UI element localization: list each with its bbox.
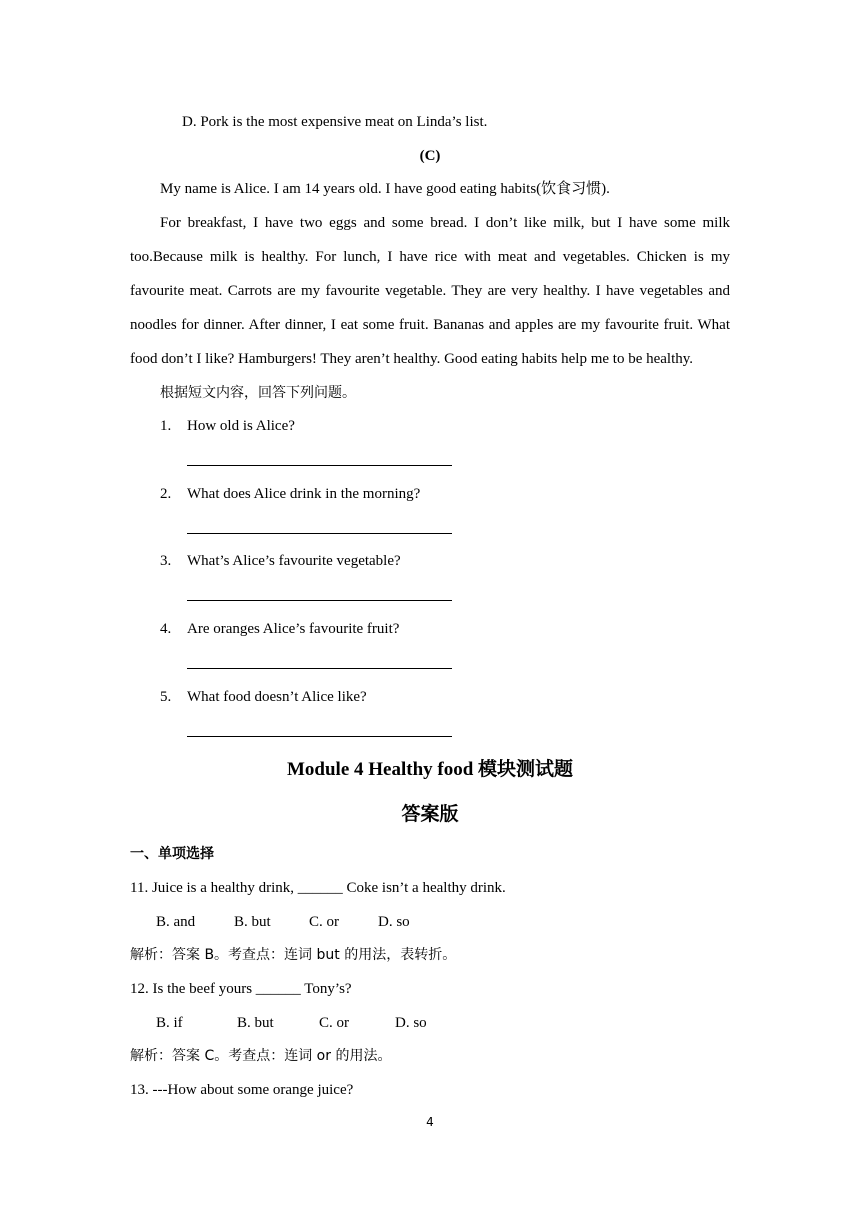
question-text: What does Alice drink in the morning? (187, 486, 421, 502)
question-number: 2. (160, 486, 172, 502)
question-stem: 11. Juice is a healthy drink, ______ Coke isn’t a healthy drink. (130, 880, 506, 896)
module-title: Module 4 Healthy food 模块测试题 (286, 759, 574, 780)
answer-blank[interactable] (187, 465, 452, 466)
option-c: C. or (309, 914, 339, 930)
answer-blank[interactable] (187, 533, 452, 534)
question-number: 5. (160, 689, 172, 705)
question-text: How old is Alice? (187, 418, 295, 434)
question-stem: 12. Is the beef yours ______ Tony’s? (130, 981, 352, 997)
option-d-line: D. Pork is the most expensive meat on Linda’s list. (182, 114, 488, 130)
section-c-label: (C) (419, 148, 441, 164)
option-d: D. so (395, 1015, 427, 1031)
question-stem: 13. ---How about some orange juice? (130, 1082, 354, 1098)
answer-blank[interactable] (187, 600, 452, 601)
question-number: 1. (160, 418, 172, 434)
passage-line: favourite meat. Carrots are my favourite vegetable. They are very healthy. I have vegetables and (130, 283, 730, 299)
passage-intro: My name is Alice. I am 14 years old. I have good eating habits(饮食习惯). (160, 181, 610, 197)
option-b: B. but (234, 914, 271, 930)
passage-line: noodles for dinner. After dinner, I eat some fruit. Bananas and apples are my favourite fruit. What (130, 317, 730, 333)
passage-line: too.Because milk is healthy. For lunch, I have rice with meat and vegetables. Chicken is my (130, 249, 730, 265)
question-text: What food doesn’t Alice like? (187, 689, 367, 705)
section-heading: 一、单项选择 (130, 846, 214, 862)
option-a: B. and (156, 914, 196, 930)
instruction-text: 根据短文内容，回答下列问题。 (160, 385, 356, 401)
question-number: 4. (160, 621, 172, 637)
answer-analysis: 解析：答案 B。考查点：连词 but 的用法，表转折。 (130, 947, 457, 963)
passage-line: For breakfast, I have two eggs and some bread. I don’t like milk, but I have some milk (160, 215, 730, 231)
page-number: 4 (426, 1115, 434, 1129)
question-text: Are oranges Alice’s favourite fruit? (187, 621, 400, 637)
answer-title: 答案版 (401, 803, 459, 825)
option-b: B. but (237, 1015, 274, 1031)
option-a: B. if (156, 1015, 183, 1031)
answer-blank[interactable] (187, 668, 452, 669)
passage-line: food don’t I like? Hamburgers! They aren’t healthy. Good eating habits help me to be healthy. (130, 351, 694, 367)
option-d: D. so (378, 914, 410, 930)
question-number: 3. (160, 553, 172, 569)
answer-blank[interactable] (187, 736, 452, 737)
answer-analysis: 解析：答案 C。考查点：连词 or 的用法。 (130, 1048, 392, 1064)
option-c: C. or (319, 1015, 349, 1031)
question-text: What’s Alice’s favourite vegetable? (187, 553, 401, 569)
